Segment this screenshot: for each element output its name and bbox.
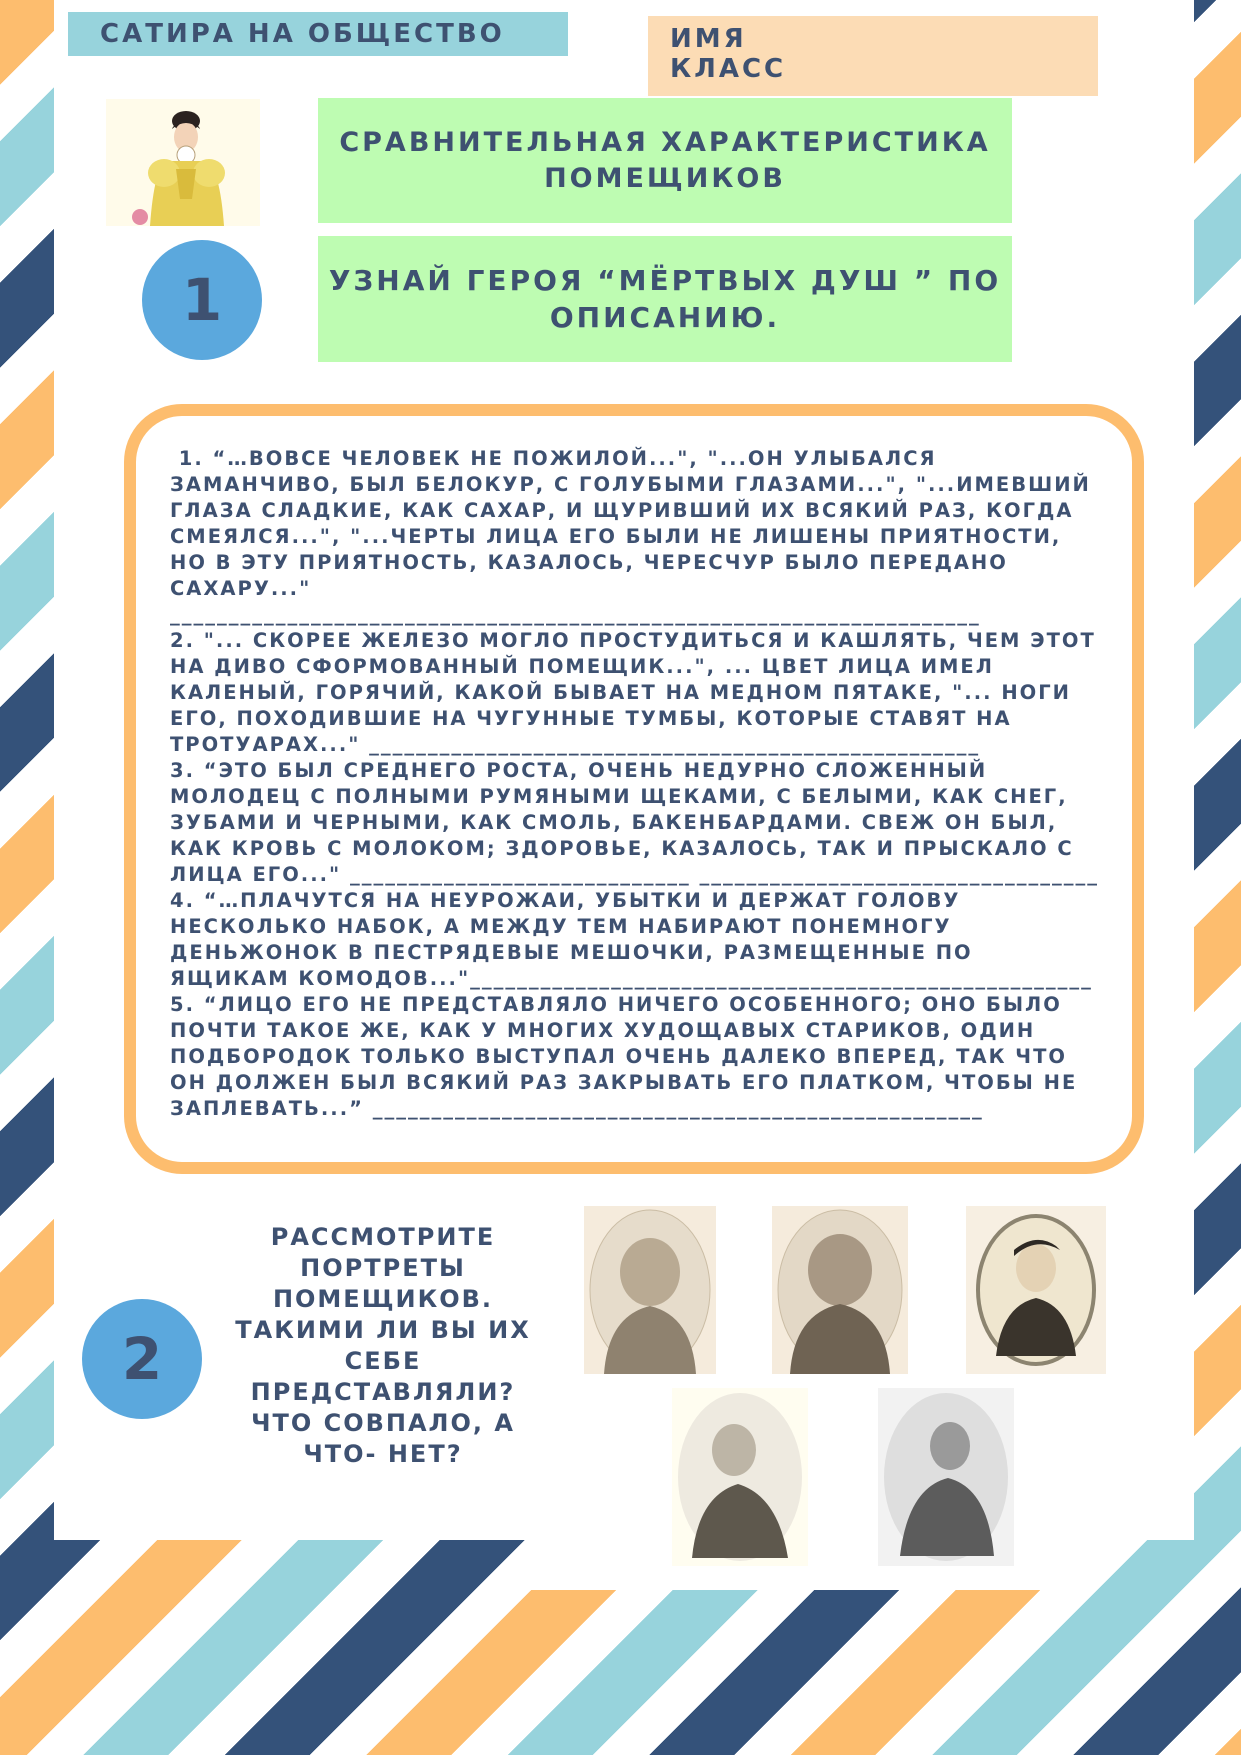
page-title: СРАВНИТЕЛЬНАЯ ХАРАКТЕРИСТИКА ПОМЕЩИКОВ [318,98,1012,223]
student-info-box [648,16,1098,96]
description-item-3: 3. “ЭТО БЫЛ СРЕДНЕГО РОСТА, ОЧЕНЬ НЕДУРНО СЛОЖЕННЫЙ МОЛОДЕЦ С ПОЛНЫМИ РУМЯНЫМИ ЩЕКАМИ, С БЕЛЫМИ, КАК СНЕГ, ЗУБАМИ И ЧЕРНЫМИ, КАК СМОЛЬ, БАКЕНБАРДАМИ. СВЕЖ ОН БЫЛ, КАК КРОВЬ С МОЛОКОМ; ЗДОРОВЬЕ, КАЗАЛОСЬ, ТАК И ПРЫСКАЛО С ЛИЦА ЕГО..." _____________________________ __________________________________ [170,759,1100,886]
worksheet-background-corner [495,1500,1145,1590]
landowner-portrait-5 [878,1388,1014,1566]
description-item-2: 2. "... СКОРЕЕ ЖЕЛЕЗО МОГЛО ПРОСТУДИТЬСЯ И КАШЛЯТЬ, ЧЕМ ЭТОТ НА ДИВО СФОРМОВАННЫЙ ПОМЕЩИК...", ... ЦВЕТ ЛИЦА ИМЕЛ КАЛЕНЫЙ, ГОРЯЧИЙ, КАКОЙ БЫВАЕТ НА МЕДНОМ ПЯТАКЕ, "... НОГИ ЕГО, ПОХОДИВШИЕ НА ЧУГУННЫЕ ТУМБЫ, КОТОРЫЕ СТАВЯТ НА ТРОТУАРАХ..." ____________________________________________________ [170,629,1105,756]
task-2-number-badge: 2 [82,1299,202,1419]
descriptions-card [124,404,1144,1174]
task-1-heading: УЗНАЙ ГЕРОЯ “МЁРТВЫХ ДУШ ” ПО ОПИСАНИЮ. [318,236,1012,362]
landowner-portrait-2 [772,1206,908,1374]
descriptions-list [170,446,1105,1122]
description-item-1: 1. “…ВОВСЕ ЧЕЛОВЕК НЕ ПОЖИЛОЙ...", "...ОН УЛЫБАЛСЯ ЗАМАНЧИВО, БЫЛ БЕЛОКУР, С ГОЛУБЫМИ ГЛАЗАМИ...", "...ИМЕВШИЙ ГЛАЗА СЛАДКИЕ, КАК САХАР, И ЩУРИВШИЙ ИХ ВСЯКИЙ РАЗ, КОГДА СМЕЯЛСЯ...", "...ЧЕРТЫ ЛИЦА ЕГО БЫЛИ НЕ ЛИШЕНЫ ПРИЯТНОСТИ, НО В ЭТУ ПРИЯТНОСТЬ, КАЗАЛОСЬ, ЧЕРЕСЧУР БЫЛО ПЕРЕДАНО САХАРУ..." _____________________________________________________________________ [170,447,1100,626]
landowner-portrait-4 [672,1388,808,1566]
lady-portrait-image [106,99,260,226]
class-label: КЛАСС [670,54,787,84]
task-2-instructions: РАССМОТРИТЕ ПОРТРЕТЫ ПОМЕЩИКОВ. ТАКИМИ ЛИ ВЫ ИХ СЕБЕ ПРЕДСТАВЛЯЛИ? ЧТО СОВПАЛО, А ЧТО- НЕТ? [235,1223,531,1468]
description-item-5: 5. “ЛИЦО ЕГО НЕ ПРЕДСТАВЛЯЛО НИЧЕГО ОСОБЕННОГО; ОНО БЫЛО ПОЧТИ ТАКОЕ ЖЕ, КАК У МНОГИХ ХУДОЩАВЫХ СТАРИКОВ, ОДИН ПОДБОРОДОК ТОЛЬКО ВЫСТУПАЛ ОЧЕНЬ ДАЛЕКО ВПЕРЕД, ТАК ЧТО ОН ДОЛЖЕН БЫЛ ВСЯКИЙ РАЗ ЗАКРЫВАТЬ ЕГО ПЛАТКОМ, ЧТОБЫ НЕ ЗАПЛЕВАТЬ...” ____________________________________________________ [170,993,1087,1120]
landowner-portrait-1 [584,1206,716,1374]
subject-banner: САТИРА НА ОБЩЕСТВО [68,12,568,56]
description-item-4: 4. “…ПЛАЧУТСЯ НА НЕУРОЖАИ, УБЫТКИ И ДЕРЖАТ ГОЛОВУ НЕСКОЛЬКО НАБОК, А МЕЖДУ ТЕМ НАБИРАЮТ ПОНЕМНОГУ ДЕНЬЖОНОК В ПЕСТРЯДЕВЫЕ МЕШОЧКИ, РАЗМЕЩЕННЫЕ ПО ЯЩИКАМ КОМОДОВ..."_____________________________________________________ [170,889,1093,990]
task-1-number-badge: 1 [142,240,262,360]
landowner-portrait-3 [966,1206,1106,1374]
name-label: ИМЯ [670,24,747,54]
